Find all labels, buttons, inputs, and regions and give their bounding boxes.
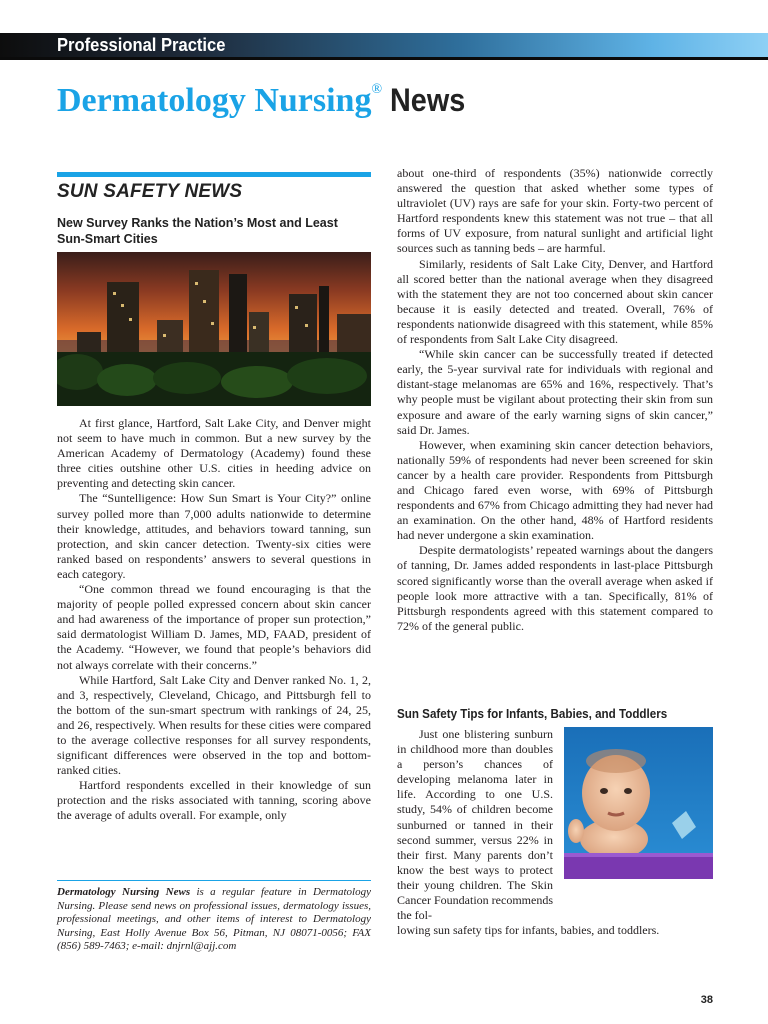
paragraph: However, when examining skin cancer detection behaviors, nationally 59% of respondents had never been screened for skin cancer by a health care provider. Respondents from Pittsburgh and Chicago fared even worse, with 69% of Pittsburgh respondents and 67% from Chicago admitting they had never had an examination. On the other hand, 48% of Hartford residents had never undergone a skin examination. (397, 437, 713, 543)
paragraph: Similarly, residents of Salt Lake City, Denver, and Hartford all scored better than the national average when they disagreed with the statement they are not too concerned about skin cancer because it is easily detected and treated. Overall, 76% of respondents nationwide disagreed with this statement, while 85% of respondents from Salt Lake City disagreed. (397, 256, 713, 347)
masthead-news: News (390, 82, 466, 118)
footer-note (57, 886, 371, 954)
footer-note-title: Dermatology Nursing News (57, 886, 191, 898)
paragraph: “One common thread we found encouraging is that the majority of people polled expressed concern about skin cancer and had awareness of the importance of proper sun protection,” said dermatologist William D. James, MD, FAAD, president of the Academy. “However, we found that people’s behaviors did not always correlate with their concerns.” (57, 582, 371, 672)
footer-note-text: is a regular feature in Dermatology Nursing. Please send news on professional issues, dermatology issues, professional meetings, and other items of interest to Dermatology Nursing, East Holly Avenue Box 56, Pitman, NJ 08071-0056; FAX (856) 589-7463; e-mail: dnjrnl@ajj.com (57, 886, 371, 953)
paragraph: “While skin cancer can be successfully treated if detected early, the 5-year survival rate for individuals with regional and distant-stage melanomas are 65% and 16%, respectively. That’s why people must be vigilant about protecting their skin from sun exposure and aware of the early warning signs of skin cancer,” said Dr. James. (397, 347, 713, 437)
page-number: 38 (700, 994, 713, 1006)
paragraph: While Hartford, Salt Lake City and Denver ranked No. 1, 2, and 3, respectively, Cleveland, Chicago, and Pittsburgh fell to the bottom of the sun-smart spectrum with rankings of 24, 25, and 26, respectively. When results for these cities were compared to the average collective responses for all survey respondents, significant differences were observed in the top and bottom-ranked cities. (57, 672, 371, 778)
tips-paragraph-tail: lowing sun safety tips for infants, babies, and toddlers. (397, 923, 660, 938)
tips-paragraph: Just one blistering sunburn in childhood more than doubles a person’s chances of developing melanoma later in life. According to one U.S. study, 54% of children become sunburned or tanned in their second summer, versus 22% in their first. Many parents don’t know the best ways to protect their young children. The Skin Cancer Foundation recommends the fol- (397, 727, 553, 923)
masthead-title: Dermatology Nursing (57, 82, 372, 119)
tips-subhead: Sun Safety Tips for Infants, Babies, and Toddlers (397, 707, 668, 721)
article-left-column (57, 416, 371, 824)
paragraph: Despite dermatologists’ repeated warnings about the dangers of tanning, Dr. James added respondents in last-place Pittsburgh scored significantly worse than the overall average when asked if people look more attractive with a tan. Specifically, 81% of Pittsburgh respondents agreed with this statement compared to 72% of the general public. (397, 543, 713, 633)
paragraph: about one-third of respondents (35%) nationwide correctly answered the question that asked whether some types of ultraviolet (UV) rays are safe for your skin. Forty-two percent of Hartford respondents knew this statement was not true – that all forms of UV exposure, from natural sunlight and artificial light sources such as tanning beds – are harmful. (397, 166, 713, 256)
registered-mark: ® (371, 82, 383, 97)
footer-rule (57, 880, 371, 881)
section-rule (57, 172, 371, 177)
baby-photo (564, 727, 713, 879)
section-label: Professional Practice (57, 35, 226, 55)
article-headline: New Survey Ranks the Nation’s Most and Least Sun-Smart Cities (57, 216, 338, 246)
city-skyline-photo (57, 252, 371, 406)
article-right-column (397, 166, 713, 634)
paragraph: At first glance, Hartford, Salt Lake City, and Denver might not seem to have much in common. But a new survey by the American Academy of Dermatology (Academy) found these three cities outshine other U.S. cities in heeding advice on preventing and detecting skin cancer. (57, 416, 371, 491)
masthead (57, 82, 474, 120)
banner-underline (0, 57, 768, 60)
paragraph: Hartford respondents excelled in their knowledge of sun protection and the risks associated with tanning, scoring above the average of adults overall. For example, only (57, 778, 371, 823)
paragraph: The “Suntelligence: How Sun Smart is Your City?” online survey polled more than 7,000 adults nationwide to determine their knowledge, attitudes, and behaviors toward tanning, sun protection, and skin cancer detection. Twenty-six cities were ranked based on respondents’ answers to several questions in each category. (57, 491, 371, 581)
section-title: SUN SAFETY NEWS (57, 181, 243, 202)
